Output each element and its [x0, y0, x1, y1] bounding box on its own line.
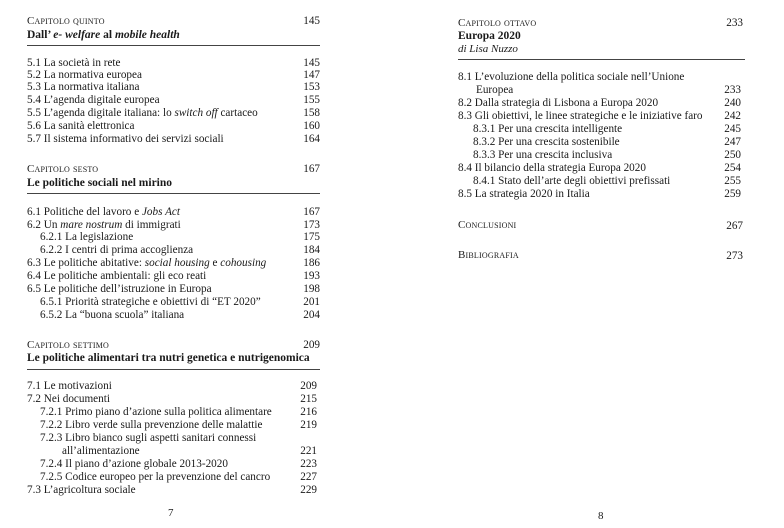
divider: [458, 59, 745, 60]
chapter-page: 209: [303, 339, 320, 351]
toc-entry: 7.2.1 Primo piano d’azione sulla politica alimentare: [40, 406, 272, 418]
toc-entry: 8.3.2 Per una crescita sostenibile: [473, 136, 620, 148]
chapter-title: Europa 2020: [458, 30, 521, 42]
bibliografia-page: 273: [726, 250, 743, 262]
toc-page: 209: [300, 380, 317, 392]
toc-page: 193: [303, 270, 320, 282]
chapter-title: Le politiche alimentari tra nutri genetica e nutrigenomica: [27, 352, 310, 364]
toc-entry: 7.2.3 Libro bianco sugli aspetti sanitari connessi: [40, 432, 257, 444]
toc-page: 147: [303, 69, 320, 81]
toc-entry: 5.7 Il sistema informativo dei servizi sociali: [27, 133, 224, 145]
toc-entry: 8.2 Dalla strategia di Lisbona a Europa 2020: [458, 97, 659, 109]
chapter-author: di Lisa Nuzzo: [458, 43, 518, 55]
toc-page: 167: [303, 206, 320, 218]
toc-page: 155: [303, 94, 320, 106]
toc-page: 245: [724, 123, 741, 135]
divider: [27, 193, 320, 194]
toc-page: 204: [303, 309, 320, 321]
toc-entry: 5.5 L’agenda digitale italiana: lo switch off cartaceo: [27, 107, 258, 119]
toc-page: 158: [303, 107, 320, 119]
toc-entry: 7.2 Nei documenti: [27, 393, 110, 405]
toc-entry: 8.3.3 Per una crescita inclusiva: [473, 149, 613, 161]
toc-entry: 6.2.2 I centri di prima accoglienza: [40, 244, 194, 256]
toc-entry: 8.1 L’evoluzione della politica sociale nell’Unione: [458, 71, 685, 83]
toc-page: 173: [303, 219, 320, 231]
toc-entry: 8.4.1 Stato dell’arte degli obiettivi prefissati: [473, 175, 671, 187]
bibliografia-label: Bibliografia: [458, 249, 519, 261]
toc-page: 160: [303, 120, 320, 132]
toc-page: 247: [724, 136, 741, 148]
toc-entry: 8.5 La strategia 2020 in Italia: [458, 188, 590, 200]
toc-page: 242: [724, 110, 741, 122]
toc-entry: 8.4 Il bilancio della strategia Europa 2020: [458, 162, 646, 174]
toc-entry: 8.3.1 Per una crescita intelligente: [473, 123, 623, 135]
divider: [27, 369, 320, 370]
toc-entry: 5.1 La società in rete: [27, 57, 121, 69]
conclusioni-label: Conclusioni: [458, 219, 517, 231]
toc-entry: 7.2.4 Il piano d’azione globale 2013-2020: [40, 458, 228, 470]
toc-page: 184: [303, 244, 320, 256]
toc-entry: 5.3 La normativa italiana: [27, 81, 140, 93]
right-page: [392, 0, 784, 528]
toc-entry: 8.3 Gli obiettivi, le linee strategiche e le iniziative faro: [458, 110, 703, 122]
toc-entry: 6.2.1 La legislazione: [40, 231, 134, 243]
toc-page: 259: [724, 188, 741, 200]
toc-page: 250: [724, 149, 741, 161]
toc-page: 233: [724, 84, 741, 96]
toc-page: 175: [303, 231, 320, 243]
toc-entry: 7.3 L’agricoltura sociale: [27, 484, 136, 496]
toc-entry: Europea: [476, 84, 514, 96]
chapter-page: 233: [726, 17, 743, 29]
toc-page: 215: [300, 393, 317, 405]
toc-entry: 6.4 Le politiche ambientali: gli eco reati: [27, 270, 207, 282]
page-number: 7: [168, 507, 174, 519]
toc-entry: 5.2 La normativa europea: [27, 69, 142, 81]
chapter-label: Capitolo settimo: [27, 339, 110, 351]
toc-page: 198: [303, 283, 320, 295]
toc-page: 221: [300, 445, 317, 457]
toc-page: 201: [303, 296, 320, 308]
toc-page: 255: [724, 175, 741, 187]
chapter-label: Capitolo ottavo: [458, 17, 537, 29]
toc-page: 227: [300, 471, 317, 483]
toc-entry: all’alimentazione: [62, 445, 140, 457]
toc-entry: 6.5.1 Priorità strategiche e obiettivi di “ET 2020”: [40, 296, 261, 308]
toc-page: 223: [300, 458, 317, 470]
toc-entry: 6.1 Politiche del lavoro e Jobs Act: [27, 206, 180, 218]
toc-entry: 7.2.2 Libro verde sulla prevenzione delle malattie: [40, 419, 263, 431]
toc-page: 229: [300, 484, 317, 496]
toc-entry: 5.4 L’agenda digitale europea: [27, 94, 160, 106]
divider: [27, 45, 320, 46]
toc-entry: 7.2.5 Codice europeo per la prevenzione del cancro: [40, 471, 271, 483]
toc-entry: 6.2 Un mare nostrum di immigrati: [27, 219, 181, 231]
toc-page: 145: [303, 57, 320, 69]
chapter-label: Capitolo sesto: [27, 163, 99, 175]
toc-page: 219: [300, 419, 317, 431]
chapter-title: Dall’ e- welfare al mobile health: [27, 29, 180, 41]
chapter-page: 167: [303, 163, 320, 175]
toc-page: 216: [300, 406, 317, 418]
page-number: 8: [598, 510, 604, 522]
toc-page: 254: [724, 162, 741, 174]
toc-page: 164: [303, 133, 320, 145]
toc-entry: 6.5 Le politiche dell’istruzione in Europa: [27, 283, 212, 295]
toc-page: 240: [724, 97, 741, 109]
toc-page: 153: [303, 81, 320, 93]
chapter-label: Capitolo quinto: [27, 15, 105, 27]
chapter-page: 145: [303, 15, 320, 27]
conclusioni-page: 267: [726, 220, 743, 232]
toc-entry: 5.6 La sanità elettronica: [27, 120, 135, 132]
toc-entry: 7.1 Le motivazioni: [27, 380, 112, 392]
toc-page: 186: [303, 257, 320, 269]
chapter-title: Le politiche sociali nel mirino: [27, 177, 173, 189]
toc-entry: 6.5.2 La “buona scuola” italiana: [40, 309, 185, 321]
toc-entry: 6.3 Le politiche abitative: social housing e cohousing: [27, 257, 267, 269]
